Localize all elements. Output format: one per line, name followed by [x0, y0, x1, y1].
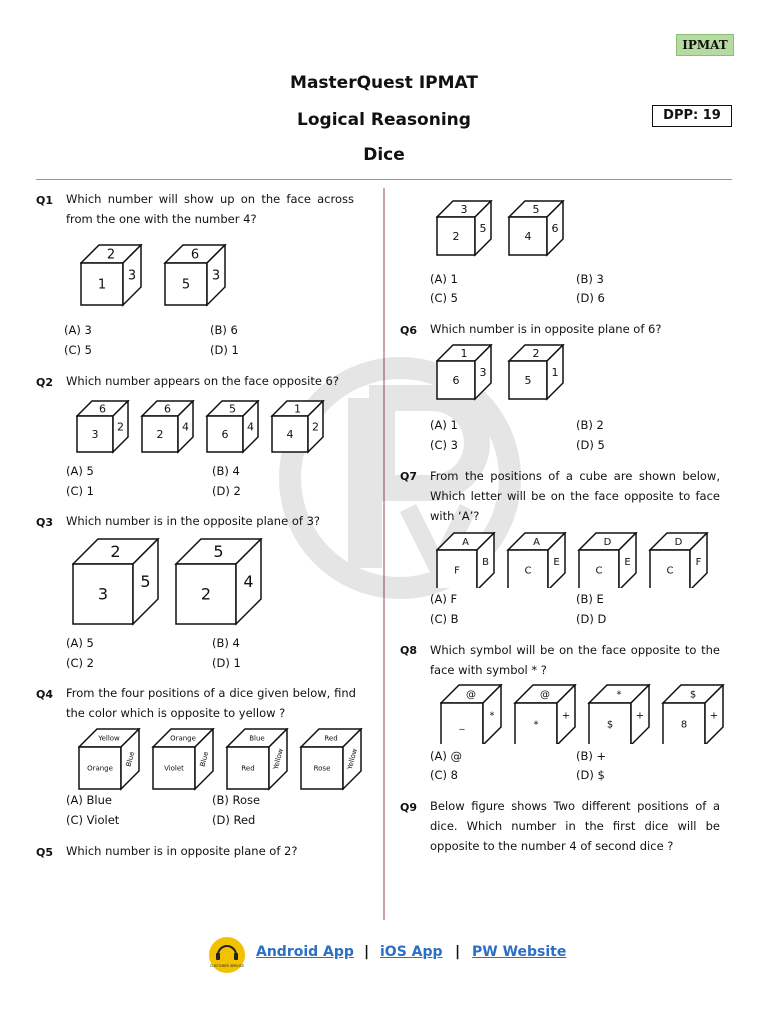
dice-side-face: +	[561, 710, 571, 722]
option-c[interactable]: (C) 8	[430, 768, 458, 782]
dice-front-face: 3	[91, 427, 99, 441]
dice-cube	[579, 533, 636, 588]
option-d[interactable]: (D) $	[576, 768, 605, 782]
question-text: Which symbol will be on the face opposite to the face with symbol * ?	[430, 643, 720, 677]
dice-top-face: Blue	[249, 734, 265, 743]
question-text: From the positions of a cube are shown below, Which letter will be on the face opposite to face with ‘A’?	[430, 469, 720, 523]
dice-top-face: 5	[213, 542, 224, 562]
dice-side-face: Yellow	[345, 747, 360, 771]
dice-side-face: Blue	[124, 750, 137, 768]
footer-separator: |	[364, 944, 370, 960]
question-text: Which number is in the opposite plane of 3?	[66, 514, 320, 528]
dice-front-face: 4	[524, 229, 532, 243]
dice-cube	[650, 533, 707, 588]
dice-cube	[153, 729, 213, 789]
question-text: Below figure shows Two different positions of a dice. Which number in the first dice will be opposite to the number 4 of second dice ?	[430, 799, 720, 853]
question-number: Q3	[36, 516, 54, 529]
option-d[interactable]: (D) 1	[210, 343, 239, 357]
dice-top-face: A	[462, 537, 469, 548]
option-a[interactable]: (A) 3	[64, 323, 92, 337]
dice-figure	[436, 344, 596, 406]
dice-side-face: 5	[479, 221, 487, 235]
dice-cube	[207, 401, 258, 452]
dice-side-face: Yellow	[271, 747, 286, 771]
option-a[interactable]: (A) @	[430, 749, 462, 763]
option-c[interactable]: (C) 5	[64, 343, 92, 357]
option-b[interactable]: (B) 2	[576, 418, 604, 432]
option-b[interactable]: (B) E	[576, 592, 604, 606]
footer-separator: |	[455, 944, 461, 960]
question-text: From the four positions of a dice given below, find the color which is opposite to yellow ?	[66, 686, 356, 720]
dice-front-face: 6	[221, 427, 229, 441]
dice-side-face: 3	[127, 268, 137, 284]
dice-side-face: *	[489, 710, 495, 722]
option-a[interactable]: (A) 5	[66, 464, 94, 478]
header-divider	[36, 179, 732, 180]
dice-side-face: B	[482, 557, 489, 568]
dice-side-face: 2	[312, 420, 319, 434]
dice-top-face: @	[540, 689, 550, 701]
dice-front-face: Violet	[164, 764, 184, 773]
option-c[interactable]: (C) 3	[430, 438, 458, 452]
dice-side-face: Blue	[198, 750, 211, 768]
question-number: Q9	[400, 801, 418, 814]
option-b[interactable]: (B) 4	[212, 636, 240, 650]
dice-front-face: C	[524, 565, 532, 577]
dice-front-face: 2	[156, 427, 164, 441]
dice-top-face: 2	[110, 542, 121, 562]
customer-service-badge-text: CUSTOMER SERVICE	[209, 964, 245, 968]
option-d[interactable]: (D) 1	[212, 656, 241, 670]
dice-top-face: 1	[294, 402, 301, 416]
dice-top-face: 6	[99, 402, 106, 416]
option-d[interactable]: (D) Red	[212, 813, 256, 827]
android-app-link[interactable]: Android App	[256, 944, 354, 960]
dice-top-face: A	[533, 537, 540, 548]
dice-cube	[441, 685, 501, 744]
dice-front-face: 1	[97, 277, 107, 293]
dice-cube	[663, 685, 723, 744]
dice-cube	[165, 245, 225, 305]
dice-cube	[142, 401, 193, 452]
dice-front-face: C	[666, 565, 674, 577]
option-b[interactable]: (B) 4	[212, 464, 240, 478]
dice-top-face: 5	[229, 402, 236, 416]
option-c[interactable]: (C) Violet	[66, 813, 120, 827]
dice-side-face: 3	[211, 268, 221, 284]
dice-cube	[81, 245, 141, 305]
dice-figure	[436, 532, 726, 588]
dice-front-face: C	[595, 565, 603, 577]
question-text: Which number is in opposite plane of 2?	[66, 844, 298, 858]
dice-cube	[301, 729, 361, 789]
dice-front-face: 2	[200, 584, 212, 604]
dice-side-face: 2	[117, 420, 124, 434]
dice-cube	[227, 729, 287, 789]
dice-front-face: *	[533, 719, 539, 731]
dice-side-face: 4	[243, 572, 254, 592]
question-number: Q8	[400, 644, 418, 657]
option-a[interactable]: (A) 1	[430, 418, 458, 432]
exam-tag: IPMAT	[676, 34, 734, 56]
dice-front-face: 5	[181, 277, 191, 293]
dice-top-face: 6	[190, 247, 200, 263]
dice-cube	[509, 201, 563, 255]
dice-cube	[272, 401, 323, 452]
dice-cube	[77, 401, 128, 452]
option-c[interactable]: (C) 2	[66, 656, 94, 670]
subject-title: Logical Reasoning	[297, 110, 471, 130]
dice-front-face: 3	[97, 584, 109, 604]
dice-front-face: Rose	[313, 764, 331, 773]
dice-top-face: D	[674, 537, 683, 548]
dice-figure	[436, 200, 596, 262]
dice-top-face: 2	[106, 247, 116, 263]
option-d[interactable]: (D) 6	[576, 291, 605, 305]
dice-front-face: 4	[286, 427, 294, 441]
dice-side-face: 5	[140, 572, 151, 592]
option-d[interactable]: (D) 2	[212, 484, 241, 498]
dice-side-face: 3	[479, 365, 487, 379]
dice-front-face: $	[606, 719, 614, 731]
option-a[interactable]: (A) Blue	[66, 793, 112, 807]
question-number: Q2	[36, 376, 54, 389]
dice-front-face: Red	[241, 764, 255, 773]
dice-cube	[176, 539, 261, 624]
option-a[interactable]: (A) F	[430, 592, 458, 606]
dice-cube	[73, 539, 158, 624]
question-number: Q5	[36, 846, 54, 859]
question-text: Which number appears on the face opposite 6?	[66, 374, 339, 388]
option-a[interactable]: (A) 1	[430, 272, 458, 286]
dice-front-face: _	[459, 719, 465, 731]
dice-top-face: Orange	[170, 734, 196, 743]
dice-top-face: 1	[460, 346, 468, 360]
dice-side-face: 6	[551, 221, 559, 235]
question-number: Q7	[400, 470, 418, 483]
option-d[interactable]: (D) D	[576, 612, 607, 626]
dice-top-face: D	[603, 537, 612, 548]
dice-side-face: 4	[182, 420, 189, 434]
dice-figure	[72, 538, 302, 628]
option-c[interactable]: (C) 5	[430, 291, 458, 305]
dice-top-face: 5	[532, 202, 540, 216]
dice-front-face: 8	[680, 719, 688, 731]
dice-front-face: 2	[452, 229, 460, 243]
dice-front-face: F	[454, 565, 460, 577]
question-text: Which number is in opposite plane of 6?	[430, 322, 662, 336]
question-text: Which number will show up on the face across from the one with the number 4?	[66, 192, 354, 226]
dice-figure	[80, 244, 260, 314]
dice-cube	[437, 345, 491, 399]
question-number: Q6	[400, 324, 418, 337]
option-b[interactable]: (B) 3	[576, 272, 604, 286]
dice-top-face: 3	[460, 202, 468, 216]
dice-cube	[589, 685, 649, 744]
dice-top-face: *	[616, 689, 622, 701]
dice-cube	[79, 729, 139, 789]
option-a[interactable]: (A) 5	[66, 636, 94, 650]
dice-front-face: 6	[452, 373, 460, 387]
dice-side-face: E	[624, 557, 631, 568]
option-b[interactable]: (B) Rose	[212, 793, 261, 807]
dice-side-face: F	[695, 557, 702, 568]
dice-front-face: 5	[524, 373, 532, 387]
dice-front-face: Orange	[87, 764, 113, 773]
page-title: MasterQuest IPMAT	[290, 73, 478, 93]
dice-top-face: @	[466, 689, 476, 701]
option-c[interactable]: (C) 1	[66, 484, 94, 498]
dice-cube	[508, 533, 565, 588]
customer-service-icon[interactable]	[208, 936, 246, 974]
option-d[interactable]: (D) 5	[576, 438, 605, 452]
dice-top-face: 6	[164, 402, 171, 416]
ios-app-link[interactable]: iOS App	[380, 944, 443, 960]
option-b[interactable]: (B) 6	[210, 323, 238, 337]
topic-title: Dice	[363, 145, 405, 165]
dice-side-face: E	[553, 557, 560, 568]
dice-top-face: 2	[532, 346, 540, 360]
dice-side-face: 1	[551, 365, 559, 379]
dice-top-face: Red	[324, 734, 338, 743]
question-number: Q1	[36, 194, 54, 207]
dpp-badge: DPP: 19	[652, 105, 732, 127]
dice-figure	[78, 728, 368, 792]
dice-side-face: +	[709, 710, 719, 722]
option-b[interactable]: (B) +	[576, 749, 607, 763]
dice-top-face: $	[689, 689, 697, 701]
dice-side-face: 4	[247, 420, 254, 434]
dice-top-face: Yellow	[98, 734, 120, 743]
dice-figure	[440, 684, 730, 744]
dice-figure	[76, 400, 356, 460]
dice-cube	[515, 685, 575, 744]
dice-side-face: +	[635, 710, 645, 722]
dice-cube	[509, 345, 563, 399]
question-number: Q4	[36, 688, 54, 701]
dice-cube	[437, 533, 494, 588]
pw-website-link[interactable]: PW Website	[472, 944, 567, 960]
dice-cube	[437, 201, 491, 255]
option-c[interactable]: (C) B	[430, 612, 459, 626]
